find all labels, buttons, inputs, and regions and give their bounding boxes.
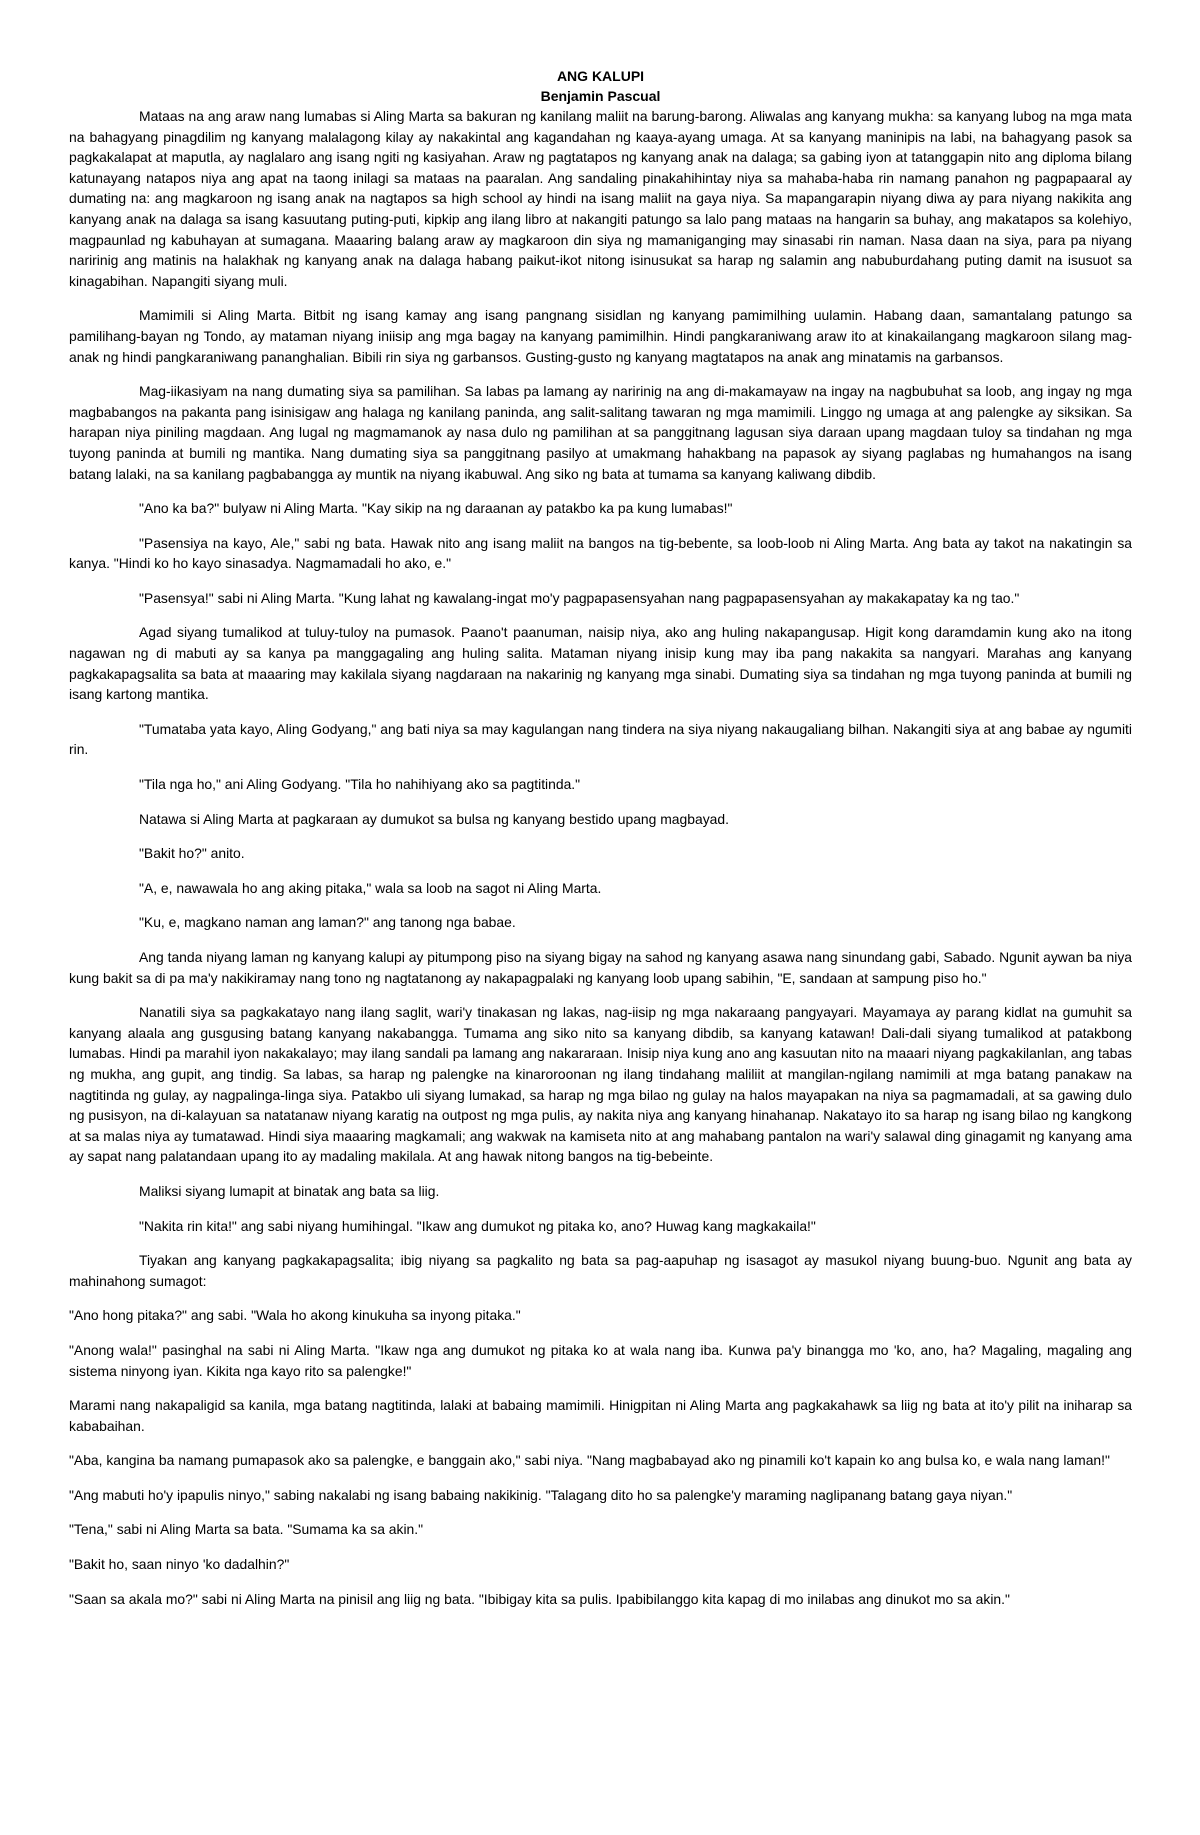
paragraph: "Saan sa akala mo?" sabi ni Aling Marta na pinisil ang liig ng bata. "Ibibigay kita sa pulis. Ipabibilanggo kita kapag di mo inilabas ang dinukot mo sa akin.": [69, 1590, 1010, 1607]
paragraph: "Tumataba yata kayo, Aling Godyang," ang bati niya sa may kagulangan nang tindera na siya niyang nakaugaliang bilhan. Nakangiti siya at ang babae ay ngumiti rin.: [69, 720, 1132, 758]
paragraph: Natawa si Aling Marta at pagkaraan ay dumukot sa bulsa ng kanyang bestido upang magbayad.: [139, 810, 729, 827]
paragraph: "Ku, e, magkano naman ang laman?" ang tanong nga babae.: [139, 914, 516, 931]
paragraph: "Nakita rin kita!" ang sabi niyang humihingal. "Ikaw ang dumukot ng pitaka ko, ano? Huwag kang magkakaila!": [139, 1217, 816, 1234]
paragraph: "Bakit ho?" anito.: [139, 845, 245, 862]
paragraph: Maliksi siyang lumapit at binatak ang bata sa liig.: [139, 1182, 440, 1199]
paragraph: "Aba, kangina ba namang pumapasok ako sa palengke, e banggain ako," sabi niya. "Nang magbabayad ako ng pinamili ko't kapain ko ang bulsa ko, e wala nang laman!": [69, 1452, 1110, 1469]
document-author: Benjamin Pascual: [540, 88, 661, 104]
paragraph: Nanatili siya sa pagkakatayo nang ilang saglit, wari'y tinakasan ng lakas, nag-iisip ng mga nakaraang pangyayari. Mayamaya ay parang kidlat na gumuhit sa kanyang alaala ang gusgusing batang kanyang nakabangga. Tumama ang siko nito sa kanyang dibdib, sa kanyang katawan! Dali-dali siyang tumalikod at patakbong lumabas. Hindi pa marahil iyon nakakalayo; may ilang sandali pa lamang ang nakararaan. Inisip niya kung ano ang kasuutan nito na maaari niyang pagkakilanlan, ang tabas ng mukha, ang gupit, ang tindig. Sa labas, sa harap ng palengke na kinaroroonan ng ilang tindahang maliliit at mangilan-ngilang namimili at mga batang panakaw na nagtitinda ng gulay, ay nagpalinga-linga siya. Patakbo uli siyang lumakad, sa harap ng mga bilao ng gulay na halos mayapakan na niya sa pagmamadali, at sa gawing dulo ng pusisyon, na di-kalayuan sa natatanaw niyang karatig na outpost ng mga pulis, ay nakita niya ang kanyang hinahanap. Nakatayo ito sa harap ng isang bilao ng kangkong at sa malas niya ay tumatawad. Hindi siya maaaring magkamali; ang wakwak na kamiseta nito at ang mahabang pantalon na wari'y salawal ding ginagamit ng kanyang ama ay sapat nang palatandaan upang ito ay madaling makilala. At ang hawak nitong bangos na tig-bebeinte.: [69, 1004, 1132, 1165]
paragraph: Mag-iikasiyam na nang dumating siya sa pamilihan. Sa labas pa lamang ay naririnig na ang di-makamayaw na ingay na nagbubuhat sa loob, ang ingay ng mga magbabangos na pakanta pang isinisigaw ang halaga ng kanilang paninda, ang salit-salitang tawaran ng mga mamimili. Linggo ng umaga at ang palengke ay siksikan. Sa harapan niya piniling magdaan. Ang lugal ng magmamanok ay nasa dulo ng pamilihan at sa panggitnang lagusan siya daraan upang magdaan tuloy sa tindahan ng mga tuyong paninda at bumili ng mantika. Nang dumating siya sa panggitnang pasilyo at umakmang hahakbang na papasok ay siyang paglabas ng humahangos na isang batang lalaki, na sa kanilang pagbabangga ay muntik na niyang ikabuwal. Ang siko ng bata at tumama sa kanyang kaliwang dibdib.: [69, 383, 1132, 482]
paragraph: "Ano ka ba?" bulyaw ni Aling Marta. "Kay sikip na ng daraanan ay patakbo ka pa kung lumabas!": [139, 500, 733, 517]
paragraph: "Pasensiya na kayo, Ale," sabi ng bata. Hawak nito ang isang maliit na bangos na tig-bebente, sa loob-loob ni Aling Marta. Ang bata ay takot na nakatingin sa kanya. "Hindi ko ho kayo sinasadya. Nagmamadali ho ako, e.": [69, 534, 1132, 572]
paragraph: "Bakit ho, saan ninyo 'ko dadalhin?": [69, 1556, 290, 1573]
paragraph: Tiyakan ang kanyang pagkakapagsalita; ibig niyang sa pagkalito ng bata sa pag-aapuhap ng isasagot ay masukol niyang buung-buo. Ngunit ang bata ay mahinahong sumagot:: [69, 1252, 1132, 1289]
paragraph: "Anong wala!" pasinghal na sabi ni Aling Marta. "Ikaw nga ang dumukot ng pitaka ko at wala nang iba. Kunwa pa'y binangga mo 'ko, ano, ha? Magaling, magaling ang sistema ninyong iyan. Kikita nga kayo rito sa palengke!": [69, 1341, 1132, 1379]
paragraph: Mamimili si Aling Marta. Bitbit ng isang kamay ang isang pangnang sisidlan ng kanyang pamimilhing uulamin. Habang daan, samantalang patungo sa pamilihang-bayan ng Tondo, ay mataman niyang iniisip ang mga bagay na kanyang pamimilhin. Hindi pangkaraniwang araw ito at kinakailangang magkaroon silang mag-anak ng hindi pangkaraniwang pananghalian. Bibili rin siya ng garbansos. Gusting-gusto ng kanyang magtatapos na anak ang minatamis na garbansos.: [69, 307, 1132, 365]
paragraph: "Tena," sabi ni Aling Marta sa bata. "Sumama ka sa akin.": [69, 1521, 424, 1538]
paragraph: "Tila nga ho," ani Aling Godyang. "Tila ho nahihiyang ako sa pagtitinda.": [139, 776, 581, 793]
paragraph: "A, e, nawawala ho ang aking pitaka," wala sa loob na sagot ni Aling Marta.: [139, 879, 602, 896]
paragraph: Mataas na ang araw nang lumabas si Aling Marta sa bakuran ng kanilang maliit na barung-barong. Aliwalas ang kanyang mukha: sa kanyang lubog na mga mata na bahagyang pinagdilim ng kanyang malalagong kilay ay nakakintal ang kagandahan ng kaaya-ayang umaga. At sa kanyang maninipis na labi, na bahagyang pasok sa pagkakalapat at maputla, ay naglalaro ang isang ngiti ng kasiyahan. Araw ng pagtatapos ng kanyang anak na dalaga; sa gabing iyon at tatanggapin nito ang diploma bilang katunayang natapos niya ang apat na taong inilagi sa mataas na paaralan. Ang sandaling pinakahihintay niya sa mahaba-haba rin namang panahon ng pagpapaaral ay dumating na: ang magkaroon ng isang anak na nagtapos sa high school ay hindi na isang maliit na gaya niya. Sa mapangarapin niyang diwa ay para niyang nakikita ang kanyang anak na dalaga sa isang kasuutang puting-puti, kipkip ang ilang libro at nakangiti patungo sa lalo pang mataas na hangarin sa buhay, ang makatapos sa kolehiyo, magpaunlad ng kabuhayan at sumagana. Maaaring balang araw ay magkaroon din siya ng mamaniganging may sinasabi rin naman. Nasa daan na siya, para pa niyang naririnig ang matinis na halakhak ng kanyang anak na dalaga habang paikut-ikot nitong isinusukat sa harap ng salamin ang nabuburdahang puting damit na isusuot sa kinagabihan. Napangiti siyang muli.: [69, 108, 1132, 289]
document-page: [69, 66, 1132, 1623]
paragraph: "Ang mabuti ho'y ipapulis ninyo," sabing nakalabi ng isang babaing nakikinig. "Talagang dito ho sa palengke'y maraming naglipanang batang gaya niyan.": [69, 1486, 1013, 1503]
paragraph: Marami nang nakapaligid sa kanila, mga batang nagtitinda, lalaki at babaing mamimili. Hinigpitan ni Aling Marta ang pagkakahawk sa liig ng bata at ito'y pilit na iniharap sa kababaihan.: [69, 1397, 1132, 1434]
paragraph: Agad siyang tumalikod at tuluy-tuloy na pumasok. Paano't paanuman, naisip niya, ako ang huling nakapangusap. Higit kong daramdamin kung ako na itong nagawan ng di mabuti ay sa kanya pa manggagaling ang huling salita. Mataman niyang inisip kung may iba pang nakakita sa nangyari. Marahas ang kanyang pagkakapagsalita sa bata at maaaring may kakilala siyang nagdaraan na nakarinig ng kanyang mga sinabi. Dumating siya sa tindahan ng mga tuyong paninda at bumili ng isang kartong mantika.: [69, 624, 1132, 703]
document-body: [69, 106, 1132, 1609]
paragraph: Ang tanda niyang laman ng kanyang kalupi ay pitumpong piso na siyang bigay na sahod ng kanyang asawa nang sinundang gabi, Sabado. Ngunit aywan ba niya kung bakit sa di pa ma'y nakikiramay nang tono ng nagtatanong ay nakapagpalaki ng kanyang loob upang sabihin, "E, sandaan at sampung piso ho.": [69, 949, 1132, 986]
document-title: ANG KALUPI: [556, 68, 645, 84]
paragraph: "Pasensya!" sabi ni Aling Marta. "Kung lahat ng kawalang-ingat mo'y pagpapasensyahan nang pagpapasensyahan ay makakapatay ka ng tao.": [139, 589, 1020, 606]
paragraph: "Ano hong pitaka?" ang sabi. "Wala ho akong kinukuha sa inyong pitaka.": [69, 1307, 521, 1324]
